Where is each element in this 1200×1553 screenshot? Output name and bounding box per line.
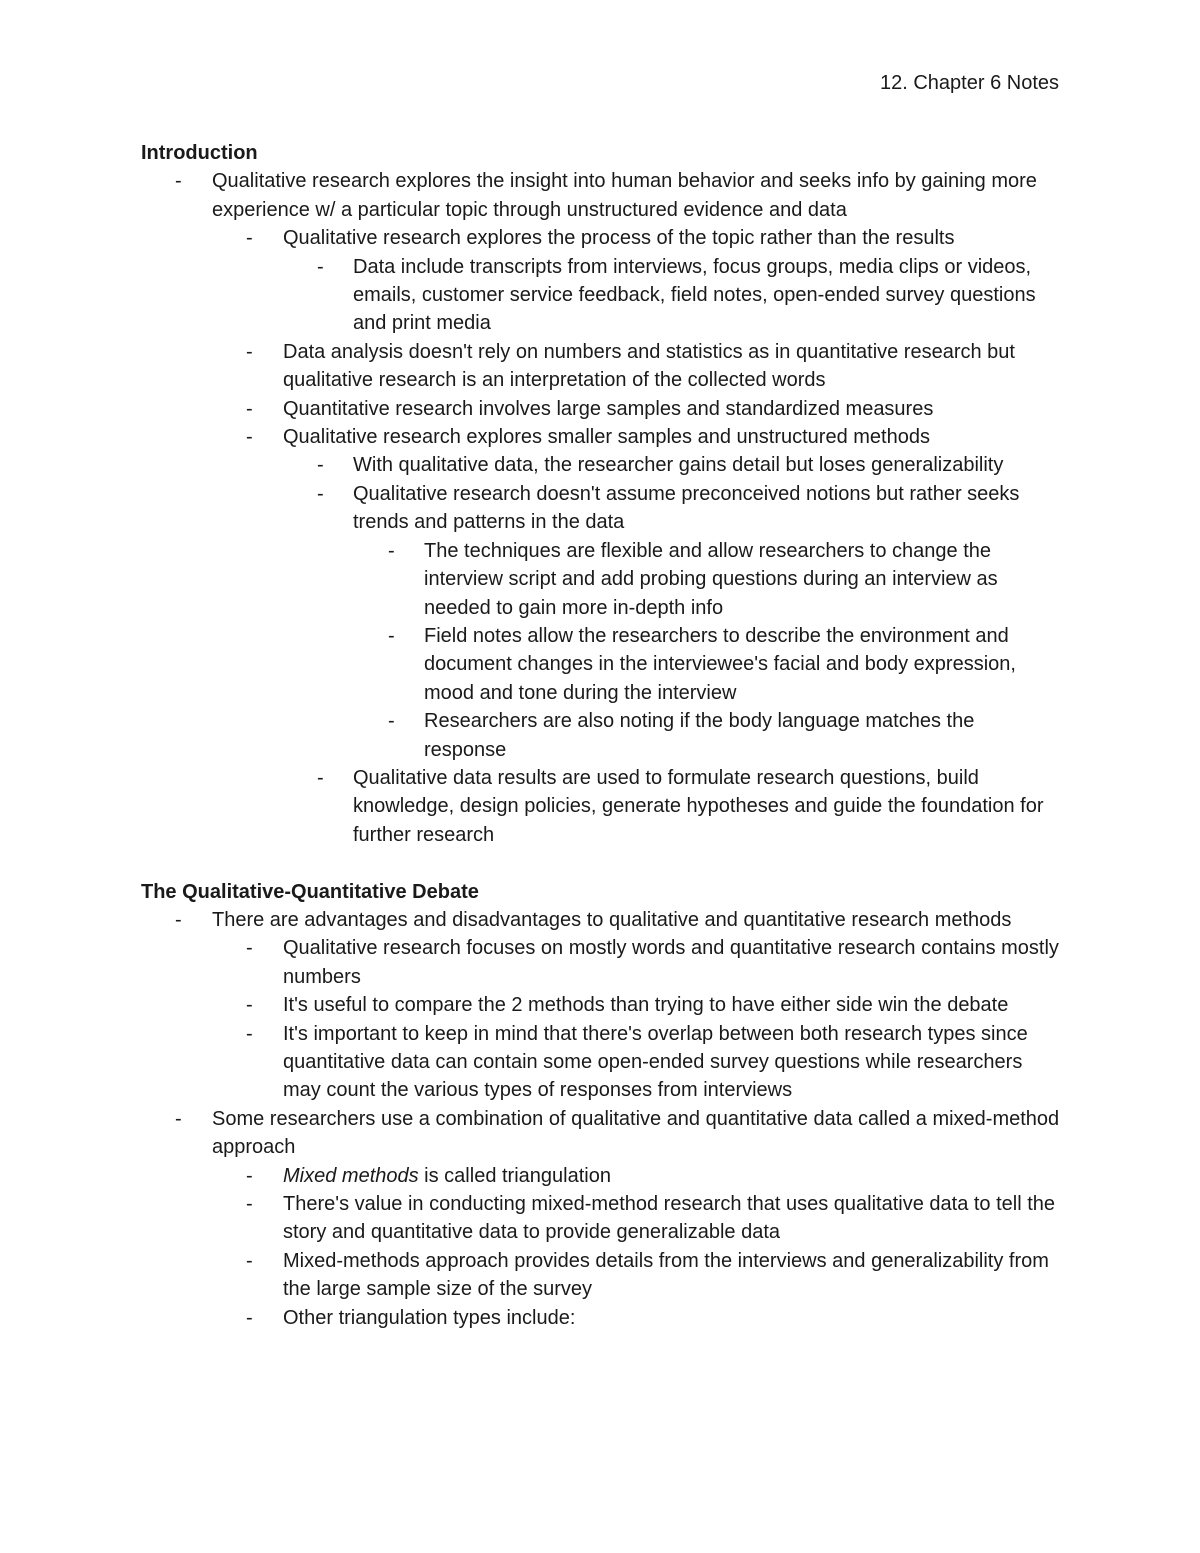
bullet-item-level-3: [141, 451, 1061, 479]
dash-bullet-icon: -: [388, 624, 395, 647]
bullet-item-level-2: [141, 1304, 1061, 1332]
bullet-text: Field notes allow the researchers to describe the environment and document changes in the interviewee's facial and body expression, mood and tone during the interview: [424, 624, 1016, 704]
bullet-text: Qualitative research explores the insight into human behavior and seeks info by gaining more experience w/ a particular topic through unstructured evidence and data: [212, 170, 1037, 221]
section-heading: Introduction: [141, 142, 258, 164]
bullet-text: There's value in conducting mixed-method research that uses qualitative data to tell the story and quantitative data to provide generalizable data: [283, 1193, 1056, 1244]
dash-bullet-icon: -: [317, 766, 324, 789]
document-body: [141, 139, 1061, 1332]
dash-bullet-icon: -: [246, 1022, 253, 1045]
bullet-text: With qualitative data, the researcher gains detail but loses generalizability: [353, 454, 1004, 477]
bullet-item-level-2: [141, 1020, 1061, 1105]
dash-bullet-icon: -: [175, 908, 182, 931]
bullet-text: Qualitative data results are used to formulate research questions, build knowledge, design policies, generate hypotheses and guide the foundation for further research: [353, 766, 1044, 846]
bullet-text: Qualitative research explores the process of the topic rather than the results: [283, 227, 955, 250]
dash-bullet-icon: -: [175, 170, 182, 193]
bullet-item-level-2: [141, 338, 1061, 395]
dash-bullet-icon: -: [246, 340, 253, 363]
bullet-text: Mixed-methods approach provides details from the interviews and generalizability from the large sample size of the survey: [283, 1249, 1049, 1301]
bullet-item-level-4: [141, 537, 1061, 622]
bullet-text: Qualitative research doesn't assume preconceived notions but rather seeks trends and patterns in the data: [353, 482, 1020, 534]
bullet-list: [141, 906, 1061, 1332]
dash-bullet-icon: -: [317, 454, 324, 477]
bullet-item-level-1: [141, 906, 1061, 934]
dash-bullet-icon: -: [317, 255, 324, 278]
bullet-text: Data include transcripts from interviews, focus groups, media clips or videos, emails, customer service feedback, field notes, open-ended survey questions and print media: [353, 255, 1036, 335]
bullet-text: Some researchers use a combination of qualitative and quantitative data called a mixed-method approach: [212, 1107, 1060, 1159]
bullet-item-level-3: [141, 253, 1061, 338]
dash-bullet-icon: -: [246, 1306, 253, 1329]
dash-bullet-icon: -: [246, 1193, 253, 1216]
bullet-text: Qualitative research explores smaller samples and unstructured methods: [283, 426, 930, 449]
bullet-list: [141, 167, 1061, 849]
bullet-item-level-2: [141, 395, 1061, 423]
dash-bullet-icon: -: [246, 426, 253, 449]
bullet-text: Other triangulation types include:: [283, 1306, 576, 1329]
bullet-item-level-4: [141, 622, 1061, 707]
bullet-item-level-2: [141, 1190, 1061, 1247]
bullet-item-level-1: [141, 1105, 1061, 1162]
italic-term: Mixed methods: [283, 1164, 419, 1187]
bullet-item-level-2: [141, 991, 1061, 1019]
dash-bullet-icon: -: [246, 397, 253, 420]
bullet-text: is called triangulation: [418, 1164, 611, 1187]
bullet-item-level-4: [141, 707, 1061, 764]
bullet-text: The techniques are flexible and allow researchers to change the interview script and add probing questions during an interview as needed to gain more in-depth info: [424, 539, 998, 619]
dash-bullet-icon: -: [246, 994, 253, 1017]
section: [141, 878, 1061, 1333]
dash-bullet-icon: -: [246, 1164, 253, 1187]
dash-bullet-icon: -: [175, 1107, 182, 1130]
bullet-text: It's useful to compare the 2 methods than trying to have either side win the debate: [283, 994, 1009, 1017]
bullet-item-level-2: [141, 423, 1061, 451]
bullet-item-level-2: [141, 934, 1061, 991]
bullet-item-level-3: [141, 764, 1061, 849]
section-heading: The Qualitative-Quantitative Debate: [141, 880, 479, 903]
dash-bullet-icon: -: [388, 539, 395, 562]
dash-bullet-icon: -: [317, 482, 324, 505]
bullet-text: Data analysis doesn't rely on numbers and statistics as in quantitative research but qualitative research is an interpretation of the collected words: [283, 340, 1015, 392]
dash-bullet-icon: -: [246, 1249, 253, 1272]
bullet-item-level-2: [141, 1162, 1061, 1190]
bullet-text: There are advantages and disadvantages to qualitative and quantitative research methods: [212, 908, 1012, 931]
bullet-text: Qualitative research focuses on mostly words and quantitative research contains mostly numbers: [283, 937, 1059, 988]
bullet-item-level-2: [141, 1247, 1061, 1304]
bullet-text: Quantitative research involves large samples and standardized measures: [283, 397, 934, 420]
bullet-item-level-1: [141, 167, 1061, 224]
dash-bullet-icon: -: [388, 710, 395, 733]
bullet-item-level-2: [141, 224, 1061, 252]
bullet-item-level-3: [141, 480, 1061, 537]
bullet-text: It's important to keep in mind that there's overlap between both research types since quantitative data can contain some open-ended survey questions while researchers may count the various types of responses from interviews: [283, 1022, 1028, 1102]
running-header: 12. Chapter 6 Notes: [880, 72, 1059, 94]
dash-bullet-icon: -: [246, 227, 253, 250]
dash-bullet-icon: -: [246, 937, 253, 960]
bullet-text: Researchers are also noting if the body language matches the response: [424, 710, 975, 761]
section: [141, 139, 1061, 849]
